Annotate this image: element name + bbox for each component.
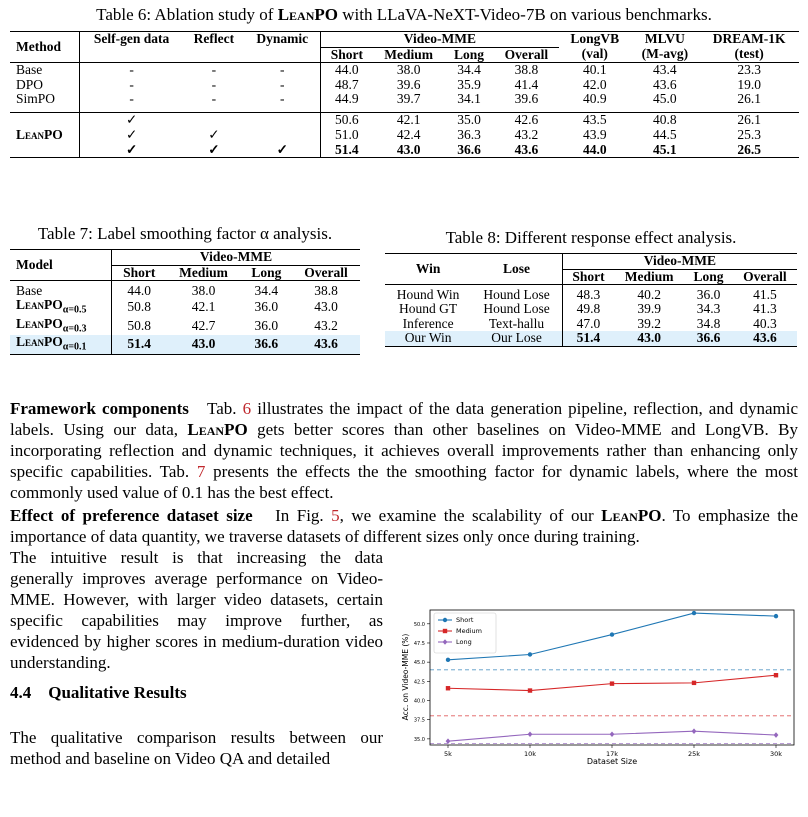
alpha-subscript: α=0.1 [62, 341, 87, 353]
col-medium: Medium [179, 264, 228, 280]
method-name: LeanPO [187, 420, 248, 439]
cell: 48.3 [562, 288, 614, 303]
alpha-subscript: α=0.3 [62, 323, 87, 335]
cell: 42.1 [396, 112, 421, 128]
cell: 41.3 [753, 301, 777, 317]
cell: 34.3 [696, 301, 721, 317]
col-short: Short [112, 265, 167, 281]
cell: 43.0 [166, 335, 240, 354]
paragraph-heading: Framework components [10, 399, 189, 418]
x-axis-label: Dataset Size [586, 757, 638, 766]
method-name: LeanPO [601, 506, 662, 525]
cell: 35.0 [457, 112, 481, 128]
x-tick-label: 17k [605, 750, 619, 758]
cell: 26.1 [737, 91, 761, 107]
cell: 36.0 [696, 286, 721, 302]
table-row [10, 143, 799, 158]
cell: 36.6 [457, 141, 481, 157]
col-medium: Medium [384, 46, 433, 62]
cell: 40.8 [653, 112, 677, 128]
paragraph-text: presents the effects the the smoothing factor for dynamic labels, where the most commonly used value of 0.1 has the best effect. [10, 462, 799, 502]
col-long: Long [693, 268, 724, 284]
table-ref-link[interactable]: 7 [196, 462, 206, 481]
cell: 51.4 [112, 335, 167, 354]
table-row [10, 284, 360, 299]
cell: 39.7 [396, 91, 421, 107]
y-tick-label: 40.0 [413, 698, 425, 705]
table-row [10, 92, 799, 107]
cell: - [211, 91, 217, 107]
paragraph-text: Tab. [207, 399, 243, 418]
col-short: Short [562, 269, 614, 285]
col-method: Method [16, 38, 61, 54]
data-point-medium [610, 681, 614, 685]
paragraph-heading: Effect of preference dataset size [10, 506, 253, 525]
cell: 39.6 [396, 76, 421, 92]
data-point-short [446, 658, 450, 662]
cell: 40.3 [753, 315, 777, 331]
method-name: LeanPO [277, 5, 338, 24]
col-reflect: Reflect [193, 31, 235, 47]
cell: 42.1 [191, 299, 216, 315]
data-point-long [774, 732, 779, 738]
y-tick-label: 42.5 [413, 679, 425, 686]
cell: 44.0 [320, 63, 373, 78]
check-icon: ✓ [80, 113, 183, 128]
cell: 26.1 [737, 112, 761, 128]
cell: 43.6 [292, 335, 360, 354]
cell: 38.0 [396, 62, 421, 78]
cell: - [211, 76, 217, 92]
cell: 19.0 [737, 76, 761, 92]
cell: 48.7 [320, 78, 373, 93]
table-row [10, 298, 360, 316]
col-short: Short [320, 47, 373, 63]
col-medium: Medium [624, 268, 674, 284]
check-icon: ✓ [80, 143, 183, 158]
table-row [10, 113, 799, 128]
data-point-medium [446, 686, 450, 690]
paragraph-text: illustrates the impact of the data generation pipeline, reflection, and dynamic labels. Using our data, [10, 399, 799, 439]
data-point-medium [528, 688, 532, 692]
cell: 50.8 [112, 317, 167, 335]
cell: 51.0 [320, 128, 373, 143]
cell: 36.6 [241, 335, 292, 354]
y-tick-label: 47.5 [413, 640, 425, 647]
cell: - [211, 62, 217, 78]
cell: 51.4 [562, 331, 614, 346]
table-ref-link[interactable]: 6 [242, 399, 252, 418]
method-name: LeanPO [16, 334, 63, 350]
cell: 45.1 [653, 141, 677, 157]
legend-label: Long [456, 638, 472, 647]
cell: 42.7 [191, 317, 216, 333]
cell: 43.0 [614, 331, 684, 346]
paragraph-text: In Fig. [275, 506, 332, 525]
cell: 50.6 [320, 113, 373, 128]
cell: Hound Lose [483, 301, 550, 317]
section-heading [10, 683, 187, 703]
cell: 36.6 [684, 331, 733, 346]
legend-marker [443, 618, 447, 622]
cell: 23.3 [737, 62, 761, 78]
cell: 36.3 [457, 126, 481, 142]
col-videomme: Video-MME [320, 32, 559, 48]
cell: 43.0 [396, 141, 421, 157]
col-long: Long [454, 46, 485, 62]
table-row-highlighted [10, 335, 360, 354]
col-win: Win [415, 260, 441, 276]
cell: 39.2 [637, 315, 661, 331]
col-lose: Lose [503, 260, 531, 276]
data-point-short [692, 611, 696, 615]
method-name: LeanPO [16, 126, 63, 142]
cell: Hound GT [399, 301, 458, 317]
cell: 40.9 [582, 91, 607, 107]
x-tick-label: 30k [769, 750, 783, 758]
col-overall: Overall [504, 46, 549, 62]
col-dynamic: Dynamic [256, 31, 309, 47]
cell: 44.0 [582, 141, 607, 157]
cell: 44.9 [320, 92, 373, 107]
paragraph-dataset-size [10, 505, 798, 547]
cell: 43.5 [582, 112, 607, 128]
cell: 41.4 [514, 76, 539, 92]
table-row [10, 63, 799, 78]
y-tick-label: 35.0 [413, 736, 425, 743]
check-icon: ✓ [208, 141, 220, 157]
paragraph-text: , we examine the scalability of our [339, 506, 602, 525]
table-row [385, 302, 797, 317]
section-number: 4.4 [10, 683, 32, 702]
legend-label: Short [456, 616, 474, 625]
col-overall: Overall [743, 268, 787, 284]
y-tick-label: 37.5 [413, 717, 425, 724]
cell: Hound Lose [483, 286, 550, 302]
table7-caption: Table 7: Label smoothing factor α analysis. [37, 224, 333, 243]
table-row [10, 128, 799, 143]
method-name: LeanPO [16, 315, 63, 331]
check-icon [183, 113, 245, 128]
dataset-size-chart [396, 602, 800, 772]
cell: Our Lose [471, 331, 562, 346]
cell: 42.6 [514, 112, 539, 128]
paragraph-text: . To emphasize the importance of data quantity, we traverse datasets of different sizes only once during training. [10, 506, 799, 546]
cell: 43.4 [653, 62, 677, 78]
cell: 44.0 [112, 284, 167, 299]
check-icon [245, 128, 321, 143]
col-dream: DREAM-1K [712, 31, 786, 47]
table8-caption: Table 8: Different response effect analysis. [445, 228, 737, 247]
method-name: LeanPO [16, 297, 63, 313]
cell: 50.8 [112, 298, 167, 316]
col-dream-sub: (test) [734, 46, 764, 62]
cell: 39.6 [514, 91, 539, 107]
y-tick-label: 45.0 [413, 660, 425, 667]
table-row [10, 317, 360, 335]
cell: 26.5 [737, 141, 761, 157]
cell: - [80, 92, 183, 107]
cell: 25.3 [737, 126, 761, 142]
data-point-short [528, 652, 532, 656]
check-icon: ✓ [208, 126, 220, 142]
cell: - [279, 62, 285, 78]
cell: - [279, 91, 285, 107]
chart-legend [434, 613, 496, 653]
cell: 51.4 [320, 143, 373, 158]
col-mlvu-sub: (M-avg) [641, 46, 689, 62]
cell: 34.1 [457, 91, 481, 107]
paragraph-framework [10, 398, 798, 503]
col-videomme: Video-MME [112, 250, 360, 266]
cell: 42.0 [582, 76, 607, 92]
cell: 47.0 [562, 317, 614, 332]
cell: 45.0 [653, 91, 677, 107]
data-point-short [774, 614, 778, 618]
table-row [385, 317, 797, 332]
check-icon [245, 113, 321, 128]
data-point-long [610, 731, 615, 737]
col-videomme: Video-MME [562, 254, 797, 270]
data-point-medium [774, 673, 778, 677]
cell: 43.2 [314, 317, 338, 333]
table6 [10, 31, 799, 158]
cell: 39.9 [637, 301, 661, 317]
data-point-short [610, 632, 614, 636]
col-longvb: LongVB [570, 31, 620, 47]
cell: Base [16, 62, 43, 78]
cell: 43.9 [582, 126, 607, 142]
caption-text: Table 6: Ablation study of [96, 5, 278, 24]
table6-caption [0, 5, 808, 25]
cell: 43.6 [514, 141, 539, 157]
figure-ref-link[interactable]: 5 [331, 506, 340, 525]
cell: 34.8 [696, 315, 721, 331]
cell: Our Win [385, 331, 471, 346]
cell: 36.0 [254, 299, 279, 315]
legend-label: Medium [456, 627, 482, 636]
cell: 43.6 [653, 76, 677, 92]
section-title: Qualitative Results [48, 683, 187, 702]
cell: 43.0 [314, 299, 338, 315]
legend-marker [443, 629, 447, 633]
col-long: Long [251, 264, 282, 280]
col-longvb-sub: (val) [581, 46, 608, 62]
cell: 44.5 [653, 126, 677, 142]
x-tick-label: 25k [687, 750, 701, 758]
cell: 38.0 [191, 282, 216, 298]
cell: 36.0 [254, 317, 279, 333]
cell: Base [16, 282, 43, 298]
data-point-long [528, 731, 533, 737]
cell: 43.2 [514, 126, 539, 142]
col-overall: Overall [304, 264, 348, 280]
y-axis-label: Acc. on Video-MME (%) [401, 633, 410, 721]
table-row [10, 78, 799, 93]
cell: Hound Win [396, 286, 460, 302]
alpha-subscript: α=0.5 [62, 304, 87, 316]
table-row [385, 288, 797, 303]
cell: 38.8 [314, 282, 338, 298]
cell: - [80, 78, 183, 93]
cell: DPO [16, 76, 44, 92]
y-tick-label: 50.0 [413, 621, 425, 628]
caption-text: with LLaVA-NeXT-Video-7B on various benchmarks. [337, 5, 712, 24]
cell: Inference [402, 315, 454, 331]
table8 [385, 253, 797, 347]
x-tick-label: 5k [444, 750, 452, 758]
cell: 40.1 [582, 62, 607, 78]
cell: 49.8 [562, 302, 614, 317]
col-mlvu: MLVU [644, 31, 685, 47]
cell: SimPO [16, 91, 56, 107]
col-selfgen: Self-gen data [80, 32, 183, 48]
table7 [10, 249, 360, 355]
cell: 41.5 [753, 286, 777, 302]
data-point-long [692, 728, 697, 734]
table-row-highlighted [385, 331, 797, 346]
cell: 34.4 [254, 282, 279, 298]
col-model: Model [16, 256, 53, 272]
y-axis-ticks [414, 622, 430, 743]
cell: 42.4 [396, 126, 421, 142]
cell: 40.2 [637, 286, 661, 302]
x-tick-label: 10k [523, 750, 537, 758]
paragraph-dataset-size-cont: The intuitive result is that increasing the data generally improves average performance on Video-MME. However, with larger video datasets, certain specific capabilities may improve further, as evidenced by higher scores in medium-duration video understanding. [10, 548, 383, 672]
check-icon: ✓ [80, 128, 183, 143]
check-icon: ✓ [276, 141, 288, 157]
paragraph-qualitative: The qualitative comparison results between our method and baseline on Video QA and detailed [10, 728, 383, 768]
cell: - [279, 76, 285, 92]
paragraph-text: gets better scores than other baselines on Video-MME and LongVB. By incorporating reflection and dynamic techniques, it achieves overall improvements rather than enhancing only specific capabilities. Tab. [10, 420, 798, 481]
cell: - [80, 63, 183, 78]
data-point-medium [692, 681, 696, 685]
cell: 35.9 [457, 76, 481, 92]
cell: 34.4 [457, 62, 481, 78]
cell: 38.8 [514, 62, 539, 78]
cell: 43.6 [733, 331, 797, 346]
cell: Text-hallu [488, 315, 545, 331]
